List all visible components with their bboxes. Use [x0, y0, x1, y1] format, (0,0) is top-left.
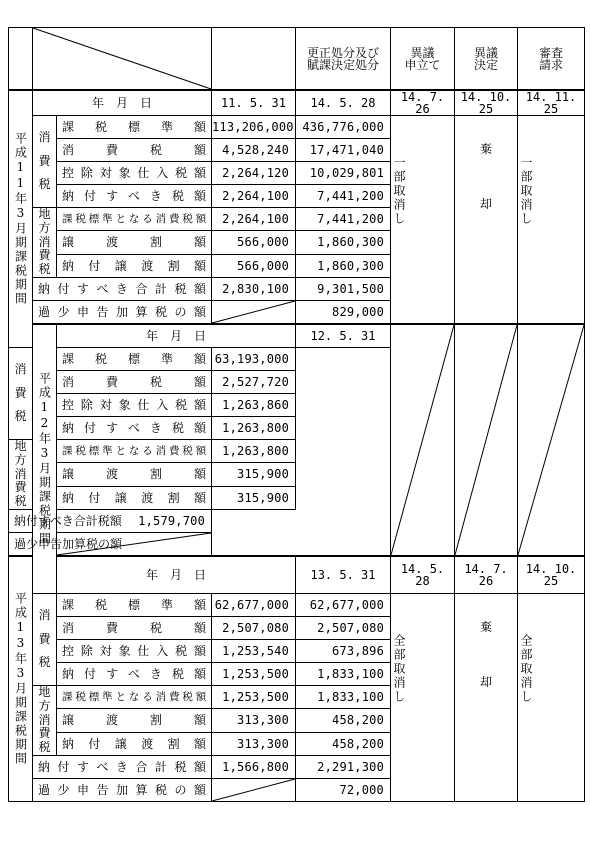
- decision-igi: 全部取消し: [391, 593, 455, 801]
- kakutei-deduction: 1,263,860: [212, 393, 296, 416]
- kosei-transfer_payable: 1,860,300: [296, 254, 391, 277]
- empty-column: [391, 324, 455, 556]
- kosei-penalty: 72,000: [296, 778, 391, 801]
- row-label-local_base: 課税標準となる消費税額: [57, 208, 212, 231]
- date-row-label: 年 月 日: [33, 90, 212, 116]
- kakutei-consumption_tax: 2,507,080: [212, 616, 296, 639]
- decision-shinsa: 全部取消し: [518, 593, 585, 801]
- period-label: 平成11年3月期課税期間: [9, 90, 33, 347]
- kosei-transfer: 1,860,300: [296, 231, 391, 254]
- row-label-total_payable: 納付すべき合計税額: [33, 277, 212, 300]
- kakutei-penalty-empty: [212, 300, 296, 324]
- kosei-payable: 7,441,200: [296, 185, 391, 208]
- date-cell: 14. 7. 26: [391, 90, 455, 116]
- kakutei-deduction: 1,253,540: [212, 639, 296, 662]
- date-row-label: 年 月 日: [57, 556, 296, 594]
- kakutei-total_payable: 1,566,800: [212, 755, 296, 778]
- date-kakutei: 12. 5. 31: [296, 324, 391, 348]
- kosei-consumption_tax: 17,471,040: [296, 139, 391, 162]
- kakutei-penalty-empty: [212, 778, 296, 801]
- row-label-penalty: 過少申告加算税の額: [33, 300, 212, 324]
- kosei-tax_base: 62,677,000: [296, 593, 391, 616]
- kakutei-local_base: 1,253,500: [212, 685, 296, 708]
- kakutei-transfer: 313,300: [212, 709, 296, 732]
- decision-kettei: 棄 却: [455, 116, 518, 324]
- date-row-label: 年 月 日: [57, 324, 296, 348]
- row-label-deduction: 控除対象仕入税額: [57, 393, 212, 416]
- kakutei-transfer: 566,000: [212, 231, 296, 254]
- row-label-penalty: 過少申告加算税の額: [33, 778, 212, 801]
- row-label-transfer_payable: 納付譲渡割額: [57, 486, 212, 509]
- kosei-total_payable: 9,301,500: [296, 277, 391, 300]
- row-label-consumption_tax: 消費税額: [57, 370, 212, 393]
- date-kakutei: 13. 5. 31: [296, 556, 391, 594]
- date-cell: 14. 7. 26: [455, 556, 518, 594]
- group-local: 地方 消費 税: [9, 439, 33, 509]
- period-label: 平成12年3月期課税期間: [33, 324, 57, 593]
- col-igi: 異議 申立て: [391, 28, 455, 91]
- date-kakutei: 11. 5. 31: [212, 90, 296, 116]
- kakutei-tax_base: 63,193,000: [212, 347, 296, 370]
- date-cell: 14. 5. 28: [391, 556, 455, 594]
- kakutei-transfer_payable: 566,000: [212, 254, 296, 277]
- group-local: 地方 消費 税: [33, 208, 57, 278]
- row-label-penalty: 過少申告加算税の額: [9, 532, 57, 556]
- row-label-payable: 納付すべき税額: [57, 185, 212, 208]
- decision-igi: 一部取消し: [391, 116, 455, 324]
- date-cell: 14. 10. 25: [518, 556, 585, 594]
- row-label-consumption_tax: 消費税額: [57, 616, 212, 639]
- col-kosei: 更正処分及び 賦課決定処分: [296, 28, 391, 91]
- kosei-local_base: 1,833,100: [296, 685, 391, 708]
- kosei-deduction: 673,896: [296, 639, 391, 662]
- period-label: 平成13年3月期課税期間: [9, 556, 33, 801]
- col-kettei: 異議 決定: [455, 28, 518, 91]
- decision-kettei: 棄 却: [455, 593, 518, 801]
- col-shinsa: 審査 請求: [518, 28, 585, 91]
- empty-column: [518, 324, 585, 556]
- row-label-tax_base: 課税標準額: [57, 347, 212, 370]
- group-consumption: 消 費 税: [9, 347, 33, 439]
- row-label-local_base: 課税標準となる消費税額: [57, 685, 212, 708]
- row-label-tax_base: 課税標準額: [57, 116, 212, 139]
- kakutei-transfer_payable: 315,900: [212, 486, 296, 509]
- kakutei-penalty-empty: [57, 532, 212, 556]
- kakutei-payable: 1,263,800: [212, 416, 296, 439]
- kosei-tax_base: 436,776,000: [296, 116, 391, 139]
- group-consumption: 消 費 税: [33, 116, 57, 208]
- col-kakutei: [212, 28, 296, 91]
- row-label-transfer_payable: 納付譲渡割額: [57, 732, 212, 755]
- row-label-transfer: 譲渡割額: [57, 463, 212, 486]
- row-label-consumption_tax: 消費税額: [57, 139, 212, 162]
- kakutei-consumption_tax: 4,528,240: [212, 139, 296, 162]
- row-label-transfer: 譲渡割額: [57, 231, 212, 254]
- kakutei-total_payable: 2,830,100: [212, 277, 296, 300]
- date-cell: 14. 5. 28: [296, 90, 391, 116]
- kakutei-deduction: 2,264,120: [212, 162, 296, 185]
- kosei-total_payable: 2,291,300: [296, 755, 391, 778]
- period-header: [9, 28, 33, 91]
- group-local: 地方 消費 税: [33, 685, 57, 755]
- kosei-penalty: 829,000: [296, 300, 391, 324]
- kosei-payable: 1,833,100: [296, 662, 391, 685]
- row-label-tax_base: 課税標準額: [57, 593, 212, 616]
- row-label-deduction: 控除対象仕入税額: [57, 639, 212, 662]
- kosei-deduction: 10,029,801: [296, 162, 391, 185]
- row-label-total_payable: 納付すべき合計税額: [9, 509, 57, 532]
- kakutei-payable: 2,264,100: [212, 185, 296, 208]
- decision-shinsa: 一部取消し: [518, 116, 585, 324]
- date-cell: 14. 11. 25: [518, 90, 585, 116]
- date-cell: 14. 10. 25: [455, 90, 518, 116]
- kakutei-tax_base: 62,677,000: [212, 593, 296, 616]
- empty-column: [455, 324, 518, 556]
- row-label-payable: 納付すべき税額: [57, 416, 212, 439]
- row-label-transfer_payable: 納付譲渡割額: [57, 254, 212, 277]
- kakutei-consumption_tax: 2,527,720: [212, 370, 296, 393]
- row-label-payable: 納付すべき税額: [57, 662, 212, 685]
- row-label-local_base: 課税標準となる消費税額: [57, 439, 212, 462]
- row-label-transfer: 譲渡割額: [57, 709, 212, 732]
- kosei-local_base: 7,441,200: [296, 208, 391, 231]
- kakutei-payable: 1,253,500: [212, 662, 296, 685]
- kosei-transfer_payable: 458,200: [296, 732, 391, 755]
- kakutei-transfer: 315,900: [212, 463, 296, 486]
- kakutei-transfer_payable: 313,300: [212, 732, 296, 755]
- kakutei-local_base: 2,264,100: [212, 208, 296, 231]
- row-label-deduction: 控除対象仕入税額: [57, 162, 212, 185]
- class-item-header: [33, 28, 212, 91]
- consumption-tax-table: [8, 27, 585, 802]
- kosei-consumption_tax: 2,507,080: [296, 616, 391, 639]
- kosei-transfer: 458,200: [296, 709, 391, 732]
- group-consumption: 消 費 税: [33, 593, 57, 685]
- row-label-total_payable: 納付すべき合計税額: [33, 755, 212, 778]
- kakutei-tax_base: 113,206,000: [212, 116, 296, 139]
- kakutei-local_base: 1,263,800: [212, 439, 296, 462]
- kakutei-total_payable: 1,579,700: [57, 509, 212, 532]
